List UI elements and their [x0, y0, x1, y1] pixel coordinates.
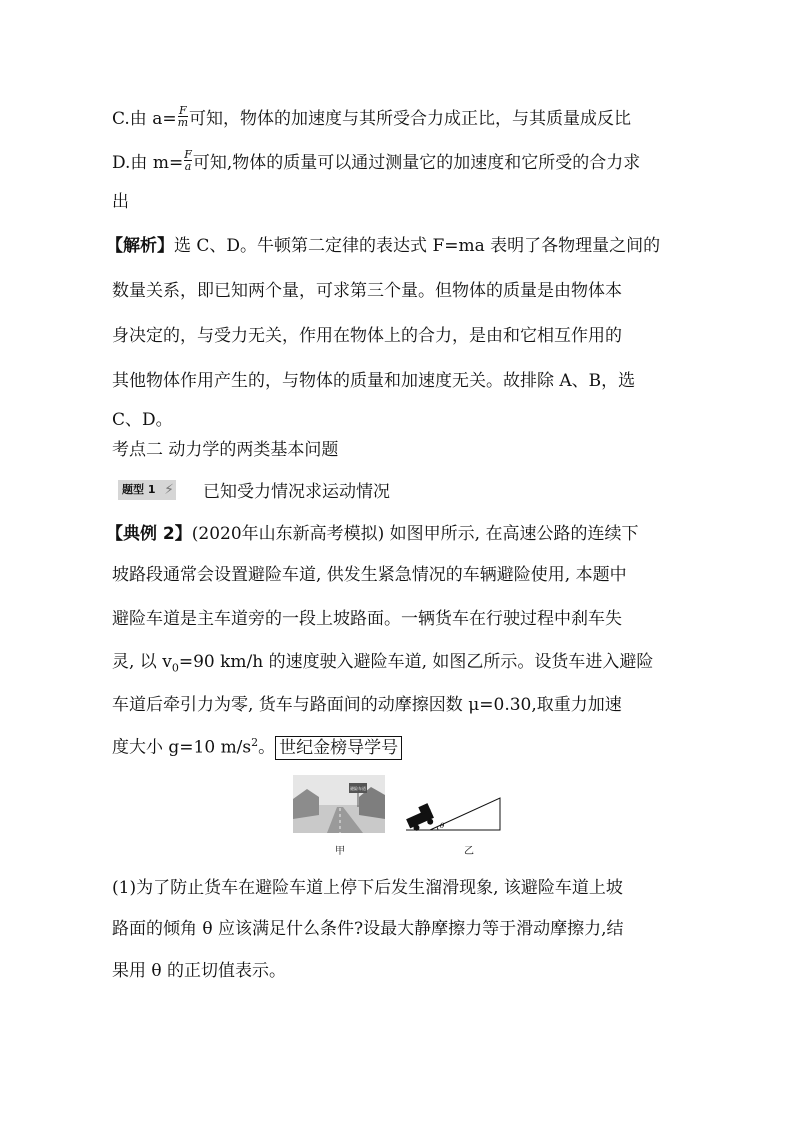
road-sign-text: 避险车道 — [350, 786, 366, 791]
section-heading: 考点二 动力学的两类基本问题 — [112, 440, 339, 460]
theta-label: θ — [440, 822, 445, 830]
figure-label-a: 甲 — [335, 846, 345, 857]
analysis-line-3: 身决定的，与受力无关，作用在物体上的合力，是由和它相互作用的 — [112, 326, 622, 346]
fraction-f-over-m: $\frac{F}{m}$ — [177, 104, 189, 129]
highway-photo-drawing — [293, 775, 385, 833]
example-line-5: 车道后牵引力为零, 货车与路面间的动摩擦因数 μ=0.30,取重力加速 — [112, 695, 622, 715]
example-line-6: 度大小 g=10 $m/s^2$。 世纪金榜导学号 — [112, 737, 402, 757]
analysis-tag: 【解析】 — [106, 236, 174, 256]
fraction-f-over-a: $\frac{F}{a}$ — [184, 148, 192, 173]
example-line-1: 【典例 2】(2020年山东新高考模拟) 如图甲所示, 在高速公路的连续下 — [106, 524, 639, 544]
figure-label-b: 乙 — [464, 846, 474, 857]
option-d-continuation: 出 — [112, 192, 129, 212]
question-1-line-1: (1)为了防止货车在避险车道上停下后发生溜滑现象, 该避险车道上坡 — [112, 878, 623, 898]
analysis-line-5: C、D。 — [112, 410, 173, 430]
analysis-line-1: 【解析】选 C、D。牛顿第二定律的表达式 F=ma 表明了各物理量之间的 — [106, 236, 661, 256]
question-1-line-2: 路面的倾角 θ 应该满足什么条件?设最大静摩擦力等于滑动摩擦力,结 — [112, 919, 624, 939]
analysis-line-4: 其他物体作用产生的，与物体的质量和加速度无关。故排除 A、B，选 — [112, 371, 636, 391]
question-1-line-3: 果用 θ 的正切值表示。 — [112, 961, 287, 981]
question-type-title: 已知受力情况求运动情况 — [203, 482, 390, 502]
source-box: 世纪金榜导学号 — [275, 736, 402, 760]
option-d: D.由 m= $\frac{F}{a}$ 可知,物体的质量可以通过测量它的加速度和它所受的合力求 — [112, 148, 641, 173]
example-line-3: 避险车道是主车道旁的一段上坡路面。一辆货车在行驶过程中刹车失 — [112, 609, 622, 629]
example-line-2: 坡路段通常会设置避险车道, 供发生紧急情况的车辆避险使用, 本题中 — [112, 565, 627, 585]
example-tag: 【典例 2】 — [106, 524, 192, 544]
lightning-icon: ⚡ — [164, 482, 174, 498]
example-line-4: 灵, 以 $v_0=90$ km/h 的速度驶入避险车道, 如图乙所示。设货车进入避险 — [112, 652, 654, 675]
option-c: C.由 a= $\frac{F}{m}$ 可知，物体的加速度与其所受合力成正比，与其质量成反比 — [112, 104, 632, 129]
incline-diagram — [402, 794, 502, 836]
highway-photo — [293, 775, 385, 833]
analysis-line-2: 数量关系，即已知两个量，可求第三个量。但物体的质量是由物体本 — [112, 281, 622, 301]
question-type-badge: 题型 1 ⚡ — [118, 480, 176, 500]
